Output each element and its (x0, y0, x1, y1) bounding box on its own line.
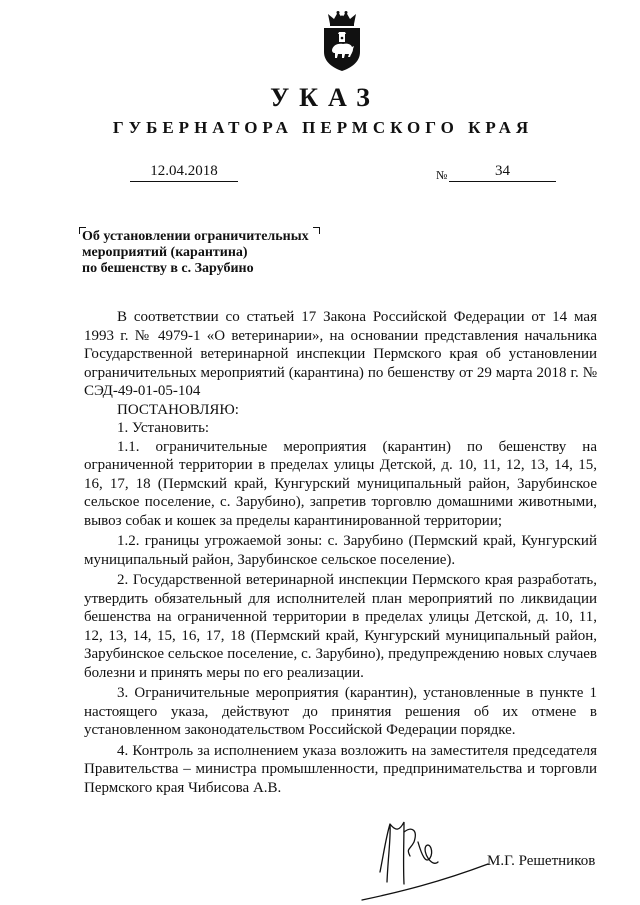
paragraph-preamble: В соответствии со статьей 17 Закона Российской Федерации от 14 мая 1993 г. № 4979-1 «О ветеринарии», на основании представления начальника Государственной ветеринарной инспекции Пермского края об установлении ограничительных мероприятий (карантина) по бешенству от 29 марта 2018 г. № СЭД-49-01-05-104 (84, 309, 597, 399)
paragraph-item-1-1: 1.1. ограничительные мероприятия (карантин) по бешенству на ограниченной территории в пределах улицы Детской, д. 10, 11, 12, 13, 14, 15, 16, 17, 18 (Пермский край, Кунгурский муниципальный район, Зарубинское сельское поселение, с. Зарубино), запретив торговлю домашними животными, вывоз собак и кошек за пределы карантинированной территории; (84, 438, 597, 529)
document-number: 34 (449, 163, 556, 182)
document-subtitle: ГУБЕРНАТОРА ПЕРМСКОГО КРАЯ (112, 118, 534, 137)
paragraph-item-1-2: 1.2. границы угрожаемой зоны: с. Зарубино (Пермский край, Кунгурский муниципальный район, Зарубинское сельское поселение). (84, 533, 597, 568)
signatory-name: М.Г. Решетников (487, 853, 596, 869)
heading-line: по бешенству в с. Зарубино (82, 261, 254, 276)
document-date: 12.04.2018 (130, 163, 238, 182)
paragraph-item-2: 2. Государственной ветеринарной инспекции Пермского края разработать, утвердить обязательный для исполнителей план мероприятий по ликвидации бешенства на ограниченной территории в пределах улицы Детской, д. 10, 11, 12, 13, 14, 15, 16, 17, 18 (Пермский край, Кунгурский муниципальный район, Зарубинское сельское поселение, с. Зарубино), предупреждению новых случаев болезни и принять меры по его реализации. (84, 572, 597, 681)
paragraph-item-3: 3. Ограничительные мероприятия (карантин), установленные в пункте 1 настоящего указа, действуют до принятия решения об их отмене в установленном законодательством Российской Федерации порядке. (84, 685, 597, 738)
document-title: УКАЗ (270, 83, 380, 112)
heading-line: мероприятий (карантина) (82, 245, 248, 260)
heading-line: Об установлении ограничительных (82, 229, 309, 244)
number-sign: № (436, 168, 448, 182)
document-body (84, 308, 597, 797)
paragraph-item-4: 4. Контроль за исполнением указа возложить на заместителя председателя Правительства – министра промышленности, предпринимательства и торговли Пермского края Чибисова А.В. (84, 742, 597, 796)
document-heading (82, 229, 342, 277)
paragraph-resolve: ПОСТАНОВЛЯЮ: (117, 401, 239, 418)
coat-of-arms-icon (319, 10, 365, 72)
handwritten-signature-icon (360, 812, 490, 902)
paragraph-item-1: 1. Установить: (117, 420, 210, 436)
